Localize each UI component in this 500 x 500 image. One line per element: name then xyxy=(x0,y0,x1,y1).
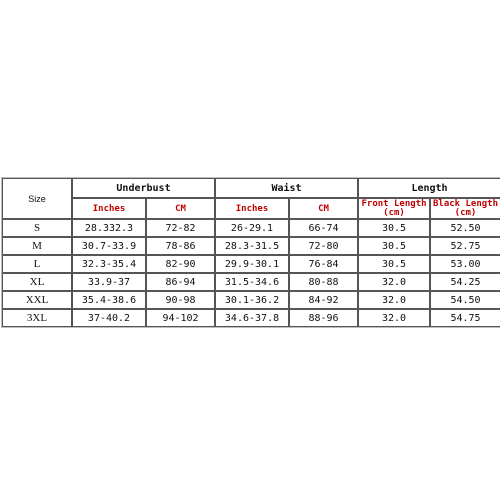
waist-inches-cell: 34.6-37.8 xyxy=(215,309,289,327)
underbust-inches-cell: 35.4-38.6 xyxy=(72,291,146,309)
underbust-cm-cell: 94-102 xyxy=(146,309,215,327)
size-cell: S xyxy=(2,219,72,237)
waist-group-header: Waist xyxy=(215,178,358,198)
back-length-cell: 54.50 xyxy=(430,291,500,309)
front-length-header: Front Length (cm) xyxy=(358,198,430,219)
back-length-cell: 52.50 xyxy=(430,219,500,237)
underbust-cm-cell: 72-82 xyxy=(146,219,215,237)
underbust-inches-header: Inches xyxy=(72,198,146,219)
waist-cm-cell: 84-92 xyxy=(289,291,358,309)
underbust-group-header: Underbust xyxy=(72,178,215,198)
front-length-cell: 32.0 xyxy=(358,291,430,309)
underbust-cm-cell: 78-86 xyxy=(146,237,215,255)
front-length-cell: 30.5 xyxy=(358,237,430,255)
waist-inches-cell: 29.9-30.1 xyxy=(215,255,289,273)
table-row xyxy=(2,309,500,327)
waist-cm-cell: 66-74 xyxy=(289,219,358,237)
underbust-cm-cell: 90-98 xyxy=(146,291,215,309)
size-cell: XL xyxy=(2,273,72,291)
length-group-header: Length xyxy=(358,178,500,198)
table-header xyxy=(2,178,500,219)
back-length-cell: 54.75 xyxy=(430,309,500,327)
front-length-cell: 32.0 xyxy=(358,273,430,291)
waist-cm-header: CM xyxy=(289,198,358,219)
waist-cm-cell: 76-84 xyxy=(289,255,358,273)
waist-cm-cell: 72-80 xyxy=(289,237,358,255)
waist-inches-cell: 26-29.1 xyxy=(215,219,289,237)
size-cell: M xyxy=(2,237,72,255)
front-length-cell: 30.5 xyxy=(358,219,430,237)
table-row xyxy=(2,291,500,309)
back-length-cell: 54.25 xyxy=(430,273,500,291)
underbust-inches-cell: 32.3-35.4 xyxy=(72,255,146,273)
table-row xyxy=(2,255,500,273)
size-chart-table xyxy=(1,177,500,328)
front-length-cell: 30.5 xyxy=(358,255,430,273)
table-row xyxy=(2,273,500,291)
underbust-inches-cell: 30.7-33.9 xyxy=(72,237,146,255)
table-row xyxy=(2,237,500,255)
underbust-inches-cell: 37-40.2 xyxy=(72,309,146,327)
size-column-header: Size xyxy=(2,178,72,219)
front-length-cell: 32.0 xyxy=(358,309,430,327)
underbust-cm-cell: 86-94 xyxy=(146,273,215,291)
back-length-cell: 52.75 xyxy=(430,237,500,255)
underbust-inches-cell: 28.332.3 xyxy=(72,219,146,237)
underbust-cm-header: CM xyxy=(146,198,215,219)
waist-inches-cell: 31.5-34.6 xyxy=(215,273,289,291)
header-group-row xyxy=(2,178,500,198)
waist-inches-cell: 30.1-36.2 xyxy=(215,291,289,309)
table-body xyxy=(2,219,500,327)
size-cell: 3XL xyxy=(2,309,72,327)
size-cell: L xyxy=(2,255,72,273)
waist-cm-cell: 80-88 xyxy=(289,273,358,291)
underbust-cm-cell: 82-90 xyxy=(146,255,215,273)
underbust-inches-cell: 33.9-37 xyxy=(72,273,146,291)
back-length-header: Black Length (cm) xyxy=(430,198,500,219)
back-length-cell: 53.00 xyxy=(430,255,500,273)
waist-cm-cell: 88-96 xyxy=(289,309,358,327)
size-cell: XXL xyxy=(2,291,72,309)
waist-inches-header: Inches xyxy=(215,198,289,219)
waist-inches-cell: 28.3-31.5 xyxy=(215,237,289,255)
header-sub-row xyxy=(2,198,500,219)
table-row xyxy=(2,219,500,237)
